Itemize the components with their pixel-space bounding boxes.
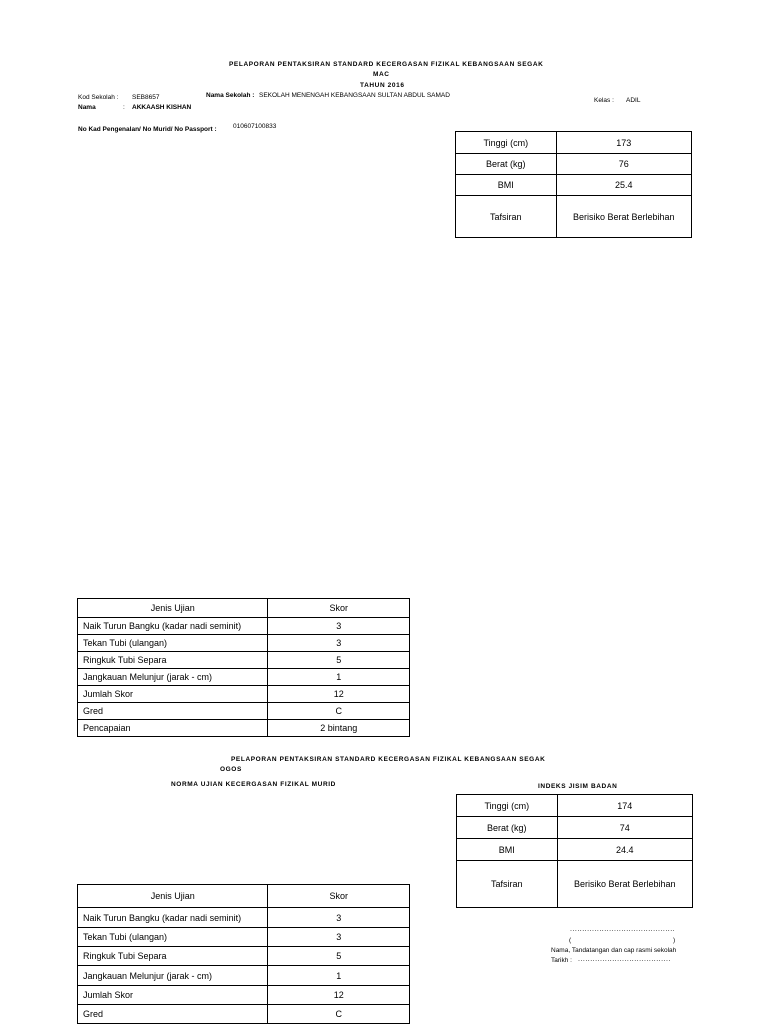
- test-score: 2 bintang: [268, 720, 410, 737]
- bmi-value: 174: [557, 795, 692, 817]
- column-header-test: Jenis Ujian: [78, 885, 268, 908]
- nama-sep: :: [123, 104, 125, 111]
- bmi-row: [457, 817, 693, 839]
- report2-month: OGOS: [220, 766, 242, 773]
- test-name: Tekan Tubi (ulangan): [78, 928, 268, 947]
- scores-header-row: [78, 599, 410, 618]
- bmi-label: Berat (kg): [457, 817, 558, 839]
- bmi-label: Tafsiran: [457, 861, 558, 908]
- nama-label: Nama: [78, 104, 96, 111]
- table-row: [78, 947, 410, 966]
- bmi-label: BMI: [456, 175, 557, 196]
- column-header-score: Skor: [268, 885, 410, 908]
- bmi-row: [457, 861, 693, 908]
- test-name: Ringkuk Tubi Separa: [78, 652, 268, 669]
- bmi-row: [456, 132, 692, 154]
- table-row: [78, 618, 410, 635]
- bmi-label: Tafsiran: [456, 196, 557, 238]
- nama-sekolah-label: Nama Sekolah :: [206, 92, 255, 99]
- test-score: 5: [268, 947, 410, 966]
- ic-label: No Kad Pengenalan/ No Murid/ No Passport :: [78, 126, 217, 133]
- bmi-row: [456, 154, 692, 175]
- scores-table-2: [77, 884, 410, 1024]
- tarikh-label: Tarikh :: [551, 957, 572, 964]
- ic-value: 010607100833: [233, 123, 277, 130]
- test-name: Pencapaian: [78, 720, 268, 737]
- test-score: 1: [268, 669, 410, 686]
- scores-table-1: [77, 598, 410, 737]
- test-name: Naik Turun Bangku (kadar nadi seminit): [78, 908, 268, 928]
- table-row: [78, 686, 410, 703]
- signature-dots: ...........................................: [570, 926, 676, 933]
- kelas-label: Kelas :: [594, 97, 614, 104]
- kelas-value: ADIL: [626, 97, 641, 104]
- test-score: 3: [268, 928, 410, 947]
- bmi-row: [457, 795, 693, 817]
- test-name: Jangkauan Melunjur (jarak - cm): [78, 669, 268, 686]
- test-name: Gred: [78, 703, 268, 720]
- indeks-heading: INDEKS JISIM BADAN: [538, 783, 618, 790]
- column-header-score: Skor: [268, 599, 410, 618]
- test-score: 12: [268, 986, 410, 1005]
- test-name: Jangkauan Melunjur (jarak - cm): [78, 966, 268, 986]
- bmi-value: Berisiko Berat Berlebihan: [556, 196, 691, 238]
- bmi-value: 25.4: [556, 175, 691, 196]
- bmi-row: [457, 839, 693, 861]
- report2-title: PELAPORAN PENTAKSIRAN STANDARD KECERGASAN FIZIKAL KEBANGSAAN SEGAK: [231, 756, 546, 763]
- test-name: Ringkuk Tubi Separa: [78, 947, 268, 966]
- signature-caption: Nama, Tandatangan dan cap rasmi sekolah: [551, 947, 677, 954]
- bmi-row: [456, 175, 692, 196]
- bmi-label: Tinggi (cm): [456, 132, 557, 154]
- bmi-label: BMI: [457, 839, 558, 861]
- table-row: [78, 669, 410, 686]
- test-name: Jumlah Skor: [78, 686, 268, 703]
- test-score: C: [268, 703, 410, 720]
- report1-year: TAHUN 2016: [360, 82, 405, 89]
- bmi-value: 173: [556, 132, 691, 154]
- table-row: [78, 1005, 410, 1024]
- table-row: [78, 928, 410, 947]
- table-row: [78, 635, 410, 652]
- nama-value: AKKAASH KISHAN: [132, 104, 192, 111]
- test-name: Gred: [78, 1005, 268, 1024]
- kod-sekolah-value: SEB8657: [132, 94, 160, 101]
- table-row: [78, 652, 410, 669]
- test-score: 3: [268, 635, 410, 652]
- scores-header-row: [78, 885, 410, 908]
- bmi-row: [456, 196, 692, 238]
- bmi-value: 76: [556, 154, 691, 175]
- bmi-value: 24.4: [557, 839, 692, 861]
- nama-sekolah-value: SEKOLAH MENENGAH KEBANGSAAN SULTAN ABDUL SAMAD: [259, 92, 450, 99]
- test-score: 5: [268, 652, 410, 669]
- tarikh-dots: ......................................: [578, 956, 671, 963]
- table-row: [78, 703, 410, 720]
- norma-heading: NORMA UJIAN KECERGASAN FIZIKAL MURID: [171, 781, 336, 788]
- test-name: Tekan Tubi (ulangan): [78, 635, 268, 652]
- test-score: 1: [268, 966, 410, 986]
- bmi-table-2: [456, 794, 693, 908]
- test-score: 12: [268, 686, 410, 703]
- signature-close-paren: ): [673, 937, 676, 944]
- signature-open-paren: (: [569, 937, 572, 944]
- bmi-label: Berat (kg): [456, 154, 557, 175]
- kod-sekolah-label: Kod Sekolah :: [78, 94, 119, 101]
- table-row: [78, 908, 410, 928]
- bmi-value: Berisiko Berat Berlebihan: [557, 861, 692, 908]
- test-score: 3: [268, 908, 410, 928]
- test-name: Naik Turun Bangku (kadar nadi seminit): [78, 618, 268, 635]
- column-header-test: Jenis Ujian: [78, 599, 268, 618]
- test-score: C: [268, 1005, 410, 1024]
- table-row: [78, 720, 410, 737]
- report1-title: PELAPORAN PENTAKSIRAN STANDARD KECERGASAN FIZIKAL KEBANGSAAN SEGAK: [229, 61, 544, 68]
- test-score: 3: [268, 618, 410, 635]
- table-row: [78, 966, 410, 986]
- table-row: [78, 986, 410, 1005]
- bmi-table-1: [455, 131, 692, 238]
- test-name: Jumlah Skor: [78, 986, 268, 1005]
- bmi-label: Tinggi (cm): [457, 795, 558, 817]
- report1-month: MAC: [373, 71, 390, 78]
- bmi-value: 74: [557, 817, 692, 839]
